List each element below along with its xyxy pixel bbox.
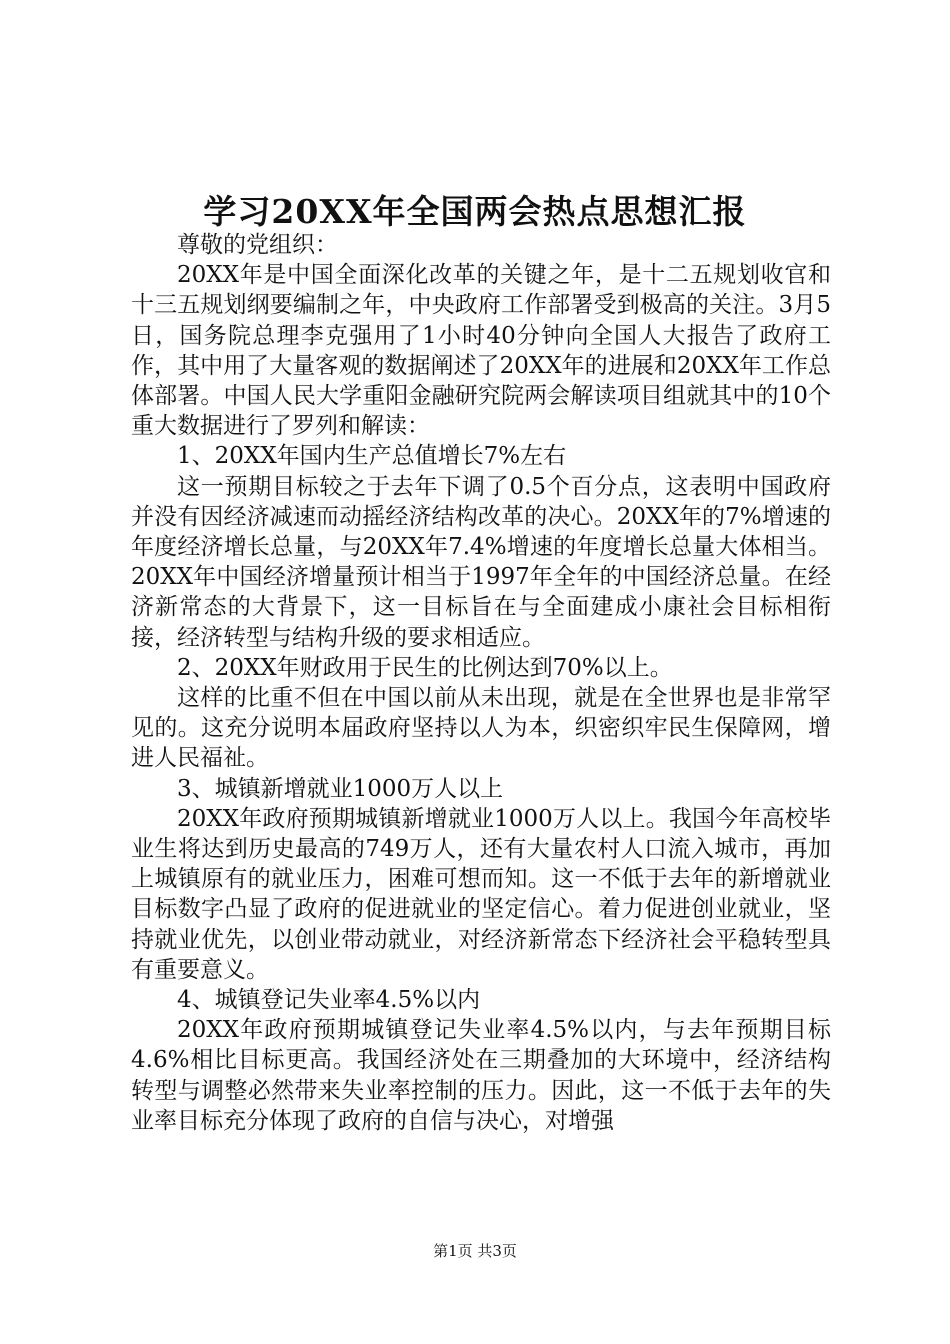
document-title: 学习20XX年全国两会热点思想汇报 (203, 192, 747, 231)
item-heading-2: 2、20XX年财政用于民生的比例达到70%以上。 (177, 654, 673, 681)
page-footer: 第1页 共3页 (433, 1242, 517, 1260)
item-heading-4: 4、城镇登记失业率4.5%以内 (177, 987, 481, 1014)
document-body (131, 230, 831, 1136)
paragraph-1: 这一预期目标较之于去年下调了0.5个百分点，这表明中国政府并没有因经济减速而动摇经济结构改革的决心。20XX年的7%增速的年度经济增长总量，与20XX年7.4%增速的年度增长总量大体相当。20XX年中国经济增量预计相当于1997年全年的中国经济总量。在经济新常态的大背景下，这一目标旨在与全面建成小康社会目标相衔接，经济转型与结构升级的要求相适应。 (131, 473, 831, 651)
item-heading-1: 1、20XX年国内生产总值增长7%左右 (177, 443, 567, 470)
paragraph-3: 20XX年政府预期城镇新增就业1000万人以上。我国今年高校毕业生将达到历史最高的749万人，还有大量农村人口流入城市，再加上城镇原有的就业压力，困难可想而知。这一不低于去年的新增就业目标数字凸显了政府的促进就业的坚定信心。着力促进创业就业，坚持就业优先，以创业带动就业，对经济新常态下经济社会平稳转型具有重要意义。 (131, 805, 831, 983)
salutation: 尊敬的党组织： (177, 232, 338, 258)
paragraph-4: 20XX年政府预期城镇登记失业率4.5%以内，与去年预期目标4.6%相比目标更高。我国经济处在三期叠加的大环境中，经济结构转型与调整必然带来失业率控制的压力。因此，这一不低于去年的失业率目标充分体现了政府的自信与决心，对增强 (131, 1017, 831, 1134)
item-heading-3: 3、城镇新增就业1000万人以上 (177, 775, 504, 802)
paragraph-intro: 20XX年是中国全面深化改革的关键之年，是十二五规划收官和十三五规划纲要编制之年，中央政府工作部署受到极高的关注。3月5日，国务院总理李克强用了1小时40分钟向全国人大报告了政府工作，其中用了大量客观的数据阐述了20XX年的进展和20XX年工作总体部署。中国人民大学重阳金融研究院两会解读项目组就其中的10个重大数据进行了罗列和解读： (131, 262, 831, 440)
paragraph-2: 这样的比重不但在中国以前从未出现，就是在全世界也是非常罕见的。这充分说明本届政府坚持以人为本，织密织牢民生保障网，增进人民福祉。 (131, 685, 831, 772)
